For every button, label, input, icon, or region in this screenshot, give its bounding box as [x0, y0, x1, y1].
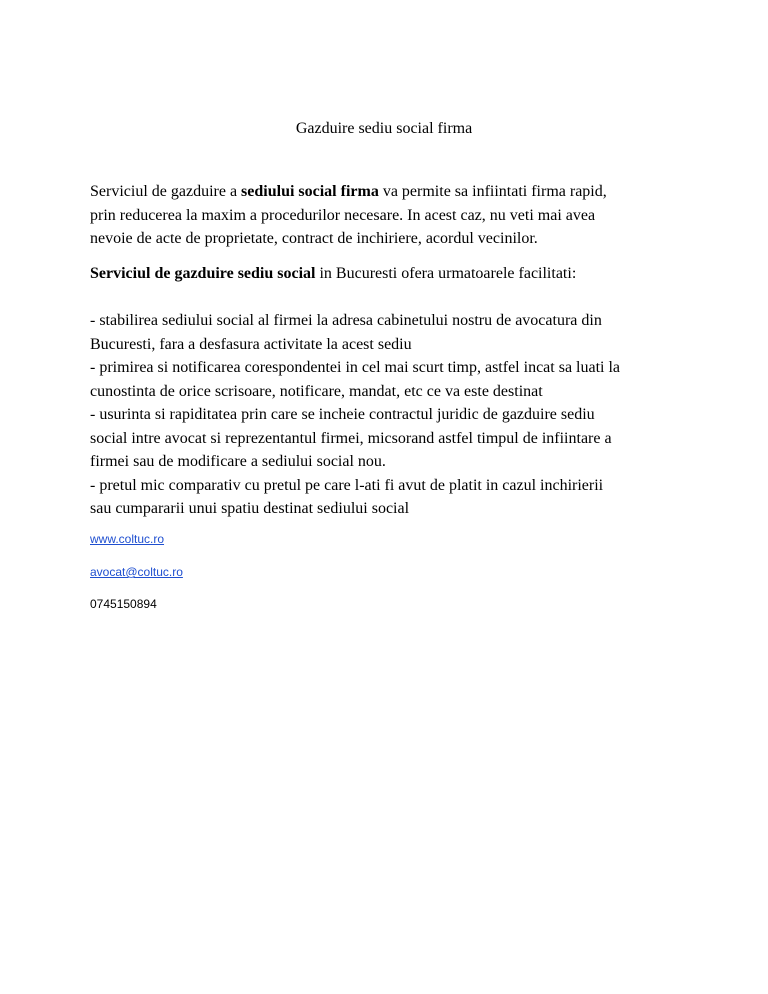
intro-text-a: Serviciul de gazduire a: [90, 183, 242, 200]
intro-bold-term: sediului social firma: [241, 183, 379, 200]
services-heading-rest: in Bucuresti ofera urmatoarele facilitati:: [315, 265, 577, 282]
website-link[interactable]: www.coltuc.ro: [90, 532, 165, 546]
document-title: Gazduire sediu social firma: [295, 120, 473, 137]
facility-line: sau cumpararii unui spatiu destinat sediului social: [90, 500, 410, 517]
facility-line: - stabilirea sediului social al firmei la adresa cabinetului nostru de avocatura din: [90, 312, 602, 329]
facility-line: - usurinta si rapiditatea prin care se incheie contractul juridic de gazduire sediu: [90, 406, 595, 423]
intro-line-2: prin reducerea la maxim a procedurilor necesare. In acest caz, nu veti mai avea: [90, 206, 596, 224]
facility-line: Bucuresti, fara a desfasura activitate la acest sediu: [90, 335, 412, 353]
services-heading-bold: Serviciul de gazduire sediu social: [90, 265, 316, 282]
facility-line: firmei sau de modificare a sediului social nou.: [90, 453, 386, 470]
facility-line: - primirea si notificarea corespondentei in cel mai scurt timp, astfel incat sa luati la: [90, 359, 621, 376]
facility-line: - pretul mic comparativ cu pretul pe care l-ati fi avut de platit in cazul inchirierii: [90, 476, 604, 494]
email-link[interactable]: avocat@coltuc.ro: [90, 565, 183, 579]
intro-paragraph: [90, 180, 690, 251]
intro-line-3: nevoie de acte de proprietate, contract de inchiriere, acordul vecinilor.: [90, 230, 538, 247]
phone-number: 0745150894: [90, 597, 157, 611]
facilities-list: [90, 309, 690, 521]
facility-line: social intre avocat si reprezentantul firmei, micsorand astfel timpul de infiintare a: [90, 429, 612, 447]
facility-line: cunostinta de orice scrisoare, notificare, mandat, etc ce va este destinat: [90, 382, 543, 400]
intro-line-1: [90, 180, 690, 204]
services-heading: [90, 262, 690, 286]
intro-text-c: va permite sa infiintati firma rapid,: [378, 183, 607, 200]
